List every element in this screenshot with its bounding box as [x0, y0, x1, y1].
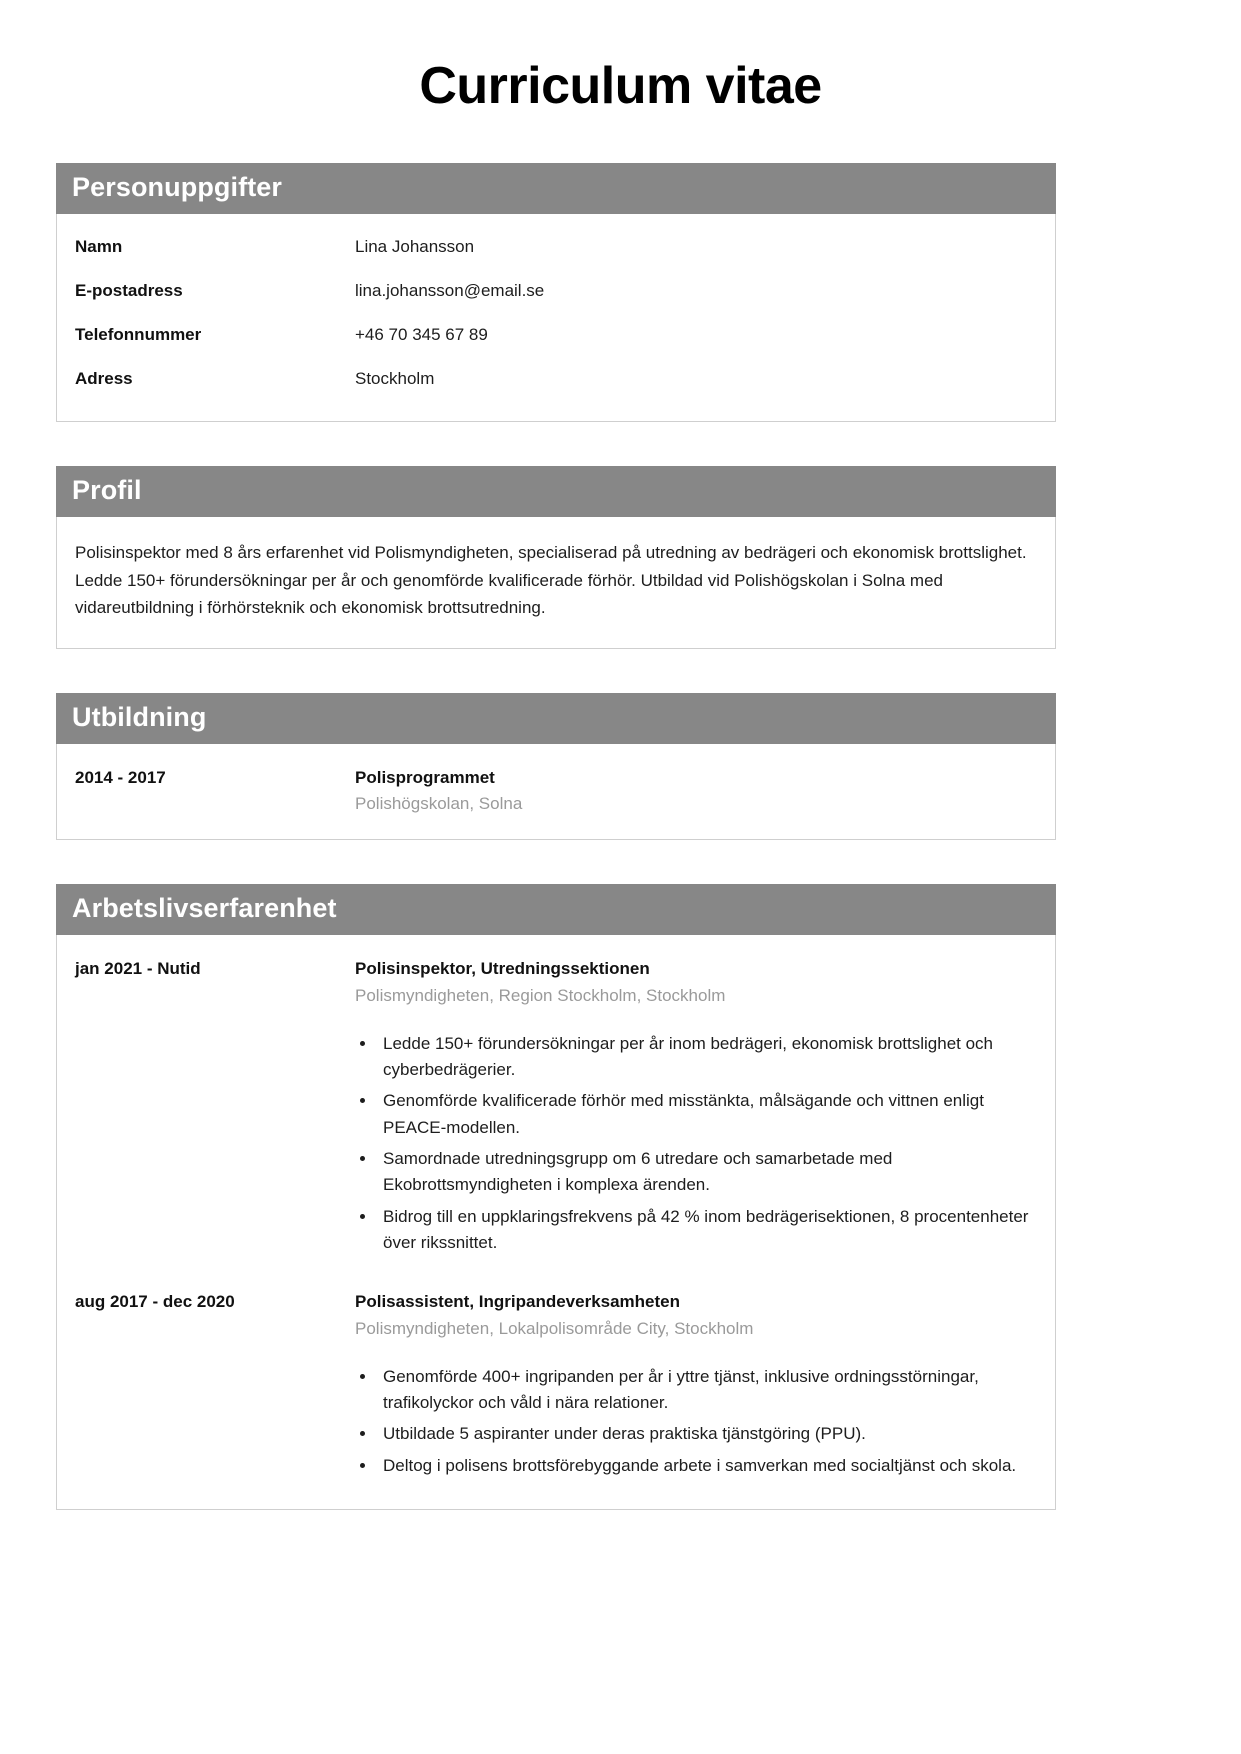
experience-entry-main [355, 957, 1037, 1256]
experience-entry-title: Polisinspektor, Utredningssektionen [355, 959, 650, 979]
education-entry-period: 2014 - 2017 [75, 767, 166, 787]
experience-bullet: • Bidrog till en uppklaringsfrekvens på 42 % inom bedrägerisektionen, 8 procentenheter över rikssnittet. [377, 1204, 1037, 1257]
experience-bullet: • Deltog i polisens brottsförebyggande arbete i samverkan med socialtjänst och skola. [377, 1453, 1037, 1479]
experience-entry-bullets [355, 1031, 1037, 1257]
education-entry-title: Polisprogrammet [355, 767, 495, 787]
experience-bullet: • Samordnade utredningsgrupp om 6 utredare och samarbetade med Ekobrottsmyndigheten i komplexa ärenden. [377, 1146, 1037, 1199]
personal-detail-value: Stockholm [355, 369, 435, 389]
personal-detail-row [75, 324, 1037, 347]
experience-entry-organization: Polismyndigheten, Region Stockholm, Stockholm [355, 985, 726, 1005]
section-heading-work-experience: Arbetslivserfarenhet [56, 884, 1056, 935]
section-personal-details [56, 163, 1056, 422]
personal-detail-row [75, 236, 1037, 259]
personal-detail-value: Lina Johansson [355, 237, 475, 257]
experience-bullet: • Ledde 150+ förundersökningar per år inom bedrägeri, ekonomisk brottslighet och cyberbedrägerier. [377, 1031, 1037, 1084]
personal-detail-label: Adress [75, 369, 133, 389]
profile-summary-text: Polisinspektor med 8 års erfarenhet vid Polismyndigheten, specialiserad på utredning av bedrägeri och ekonomisk brottslighet. Ledde 150+ förundersökningar per år och genomförde kvalificerade förhör. Utbildad vid Polishögskolan i Solna med vidareutbildning i förhörsteknik och ekonomisk brottsutredning. [75, 543, 1027, 618]
personal-detail-value: +46 70 345 67 89 [355, 325, 488, 345]
section-education [56, 693, 1056, 840]
section-body-personal-details [56, 214, 1056, 422]
section-body-work-experience [56, 935, 1056, 1510]
experience-entry-bullets [355, 1364, 1037, 1479]
experience-bullet: • Genomförde 400+ ingripanden per år i yttre tjänst, inklusive ordningsstörningar, trafikolyckor och våld i nära relationer. [377, 1364, 1037, 1417]
experience-entry-period: aug 2017 - dec 2020 [75, 1292, 235, 1312]
personal-detail-row [75, 280, 1037, 303]
experience-entry-title: Polisassistent, Ingripandeverksamheten [355, 1292, 681, 1312]
education-entry-organization: Polishögskolan, Solna [355, 794, 523, 814]
experience-bullet: • Genomförde kvalificerade förhör med misstänkta, målsägande och vittnen enligt PEACE-modellen. [377, 1088, 1037, 1141]
personal-detail-row [75, 368, 1037, 391]
experience-bullet: • Utbildade 5 aspiranter under deras praktiska tjänstgöring (PPU). [377, 1421, 1037, 1447]
experience-entry [75, 1290, 1037, 1479]
experience-entry [75, 957, 1037, 1256]
section-body-profile [56, 517, 1056, 649]
experience-entry-period: jan 2021 - Nutid [75, 959, 201, 979]
section-profile [56, 466, 1056, 649]
personal-detail-label: Namn [75, 237, 123, 257]
section-heading-personal-details: Personuppgifter [56, 163, 1056, 214]
education-entry-main [355, 766, 1037, 817]
experience-entry-main [355, 1290, 1037, 1479]
section-work-experience [56, 884, 1056, 1510]
personal-detail-value: lina.johansson@email.se [355, 281, 545, 301]
section-body-education [56, 744, 1056, 840]
section-heading-profile: Profil [56, 466, 1056, 517]
personal-detail-label: Telefonnummer [75, 325, 202, 345]
page-title: Curriculum vitae [419, 57, 822, 115]
education-entry [75, 766, 1037, 817]
personal-detail-label: E-postadress [75, 281, 183, 301]
section-heading-education: Utbildning [56, 693, 1056, 744]
experience-entry-organization: Polismyndigheten, Lokalpolisområde City, Stockholm [355, 1319, 754, 1339]
